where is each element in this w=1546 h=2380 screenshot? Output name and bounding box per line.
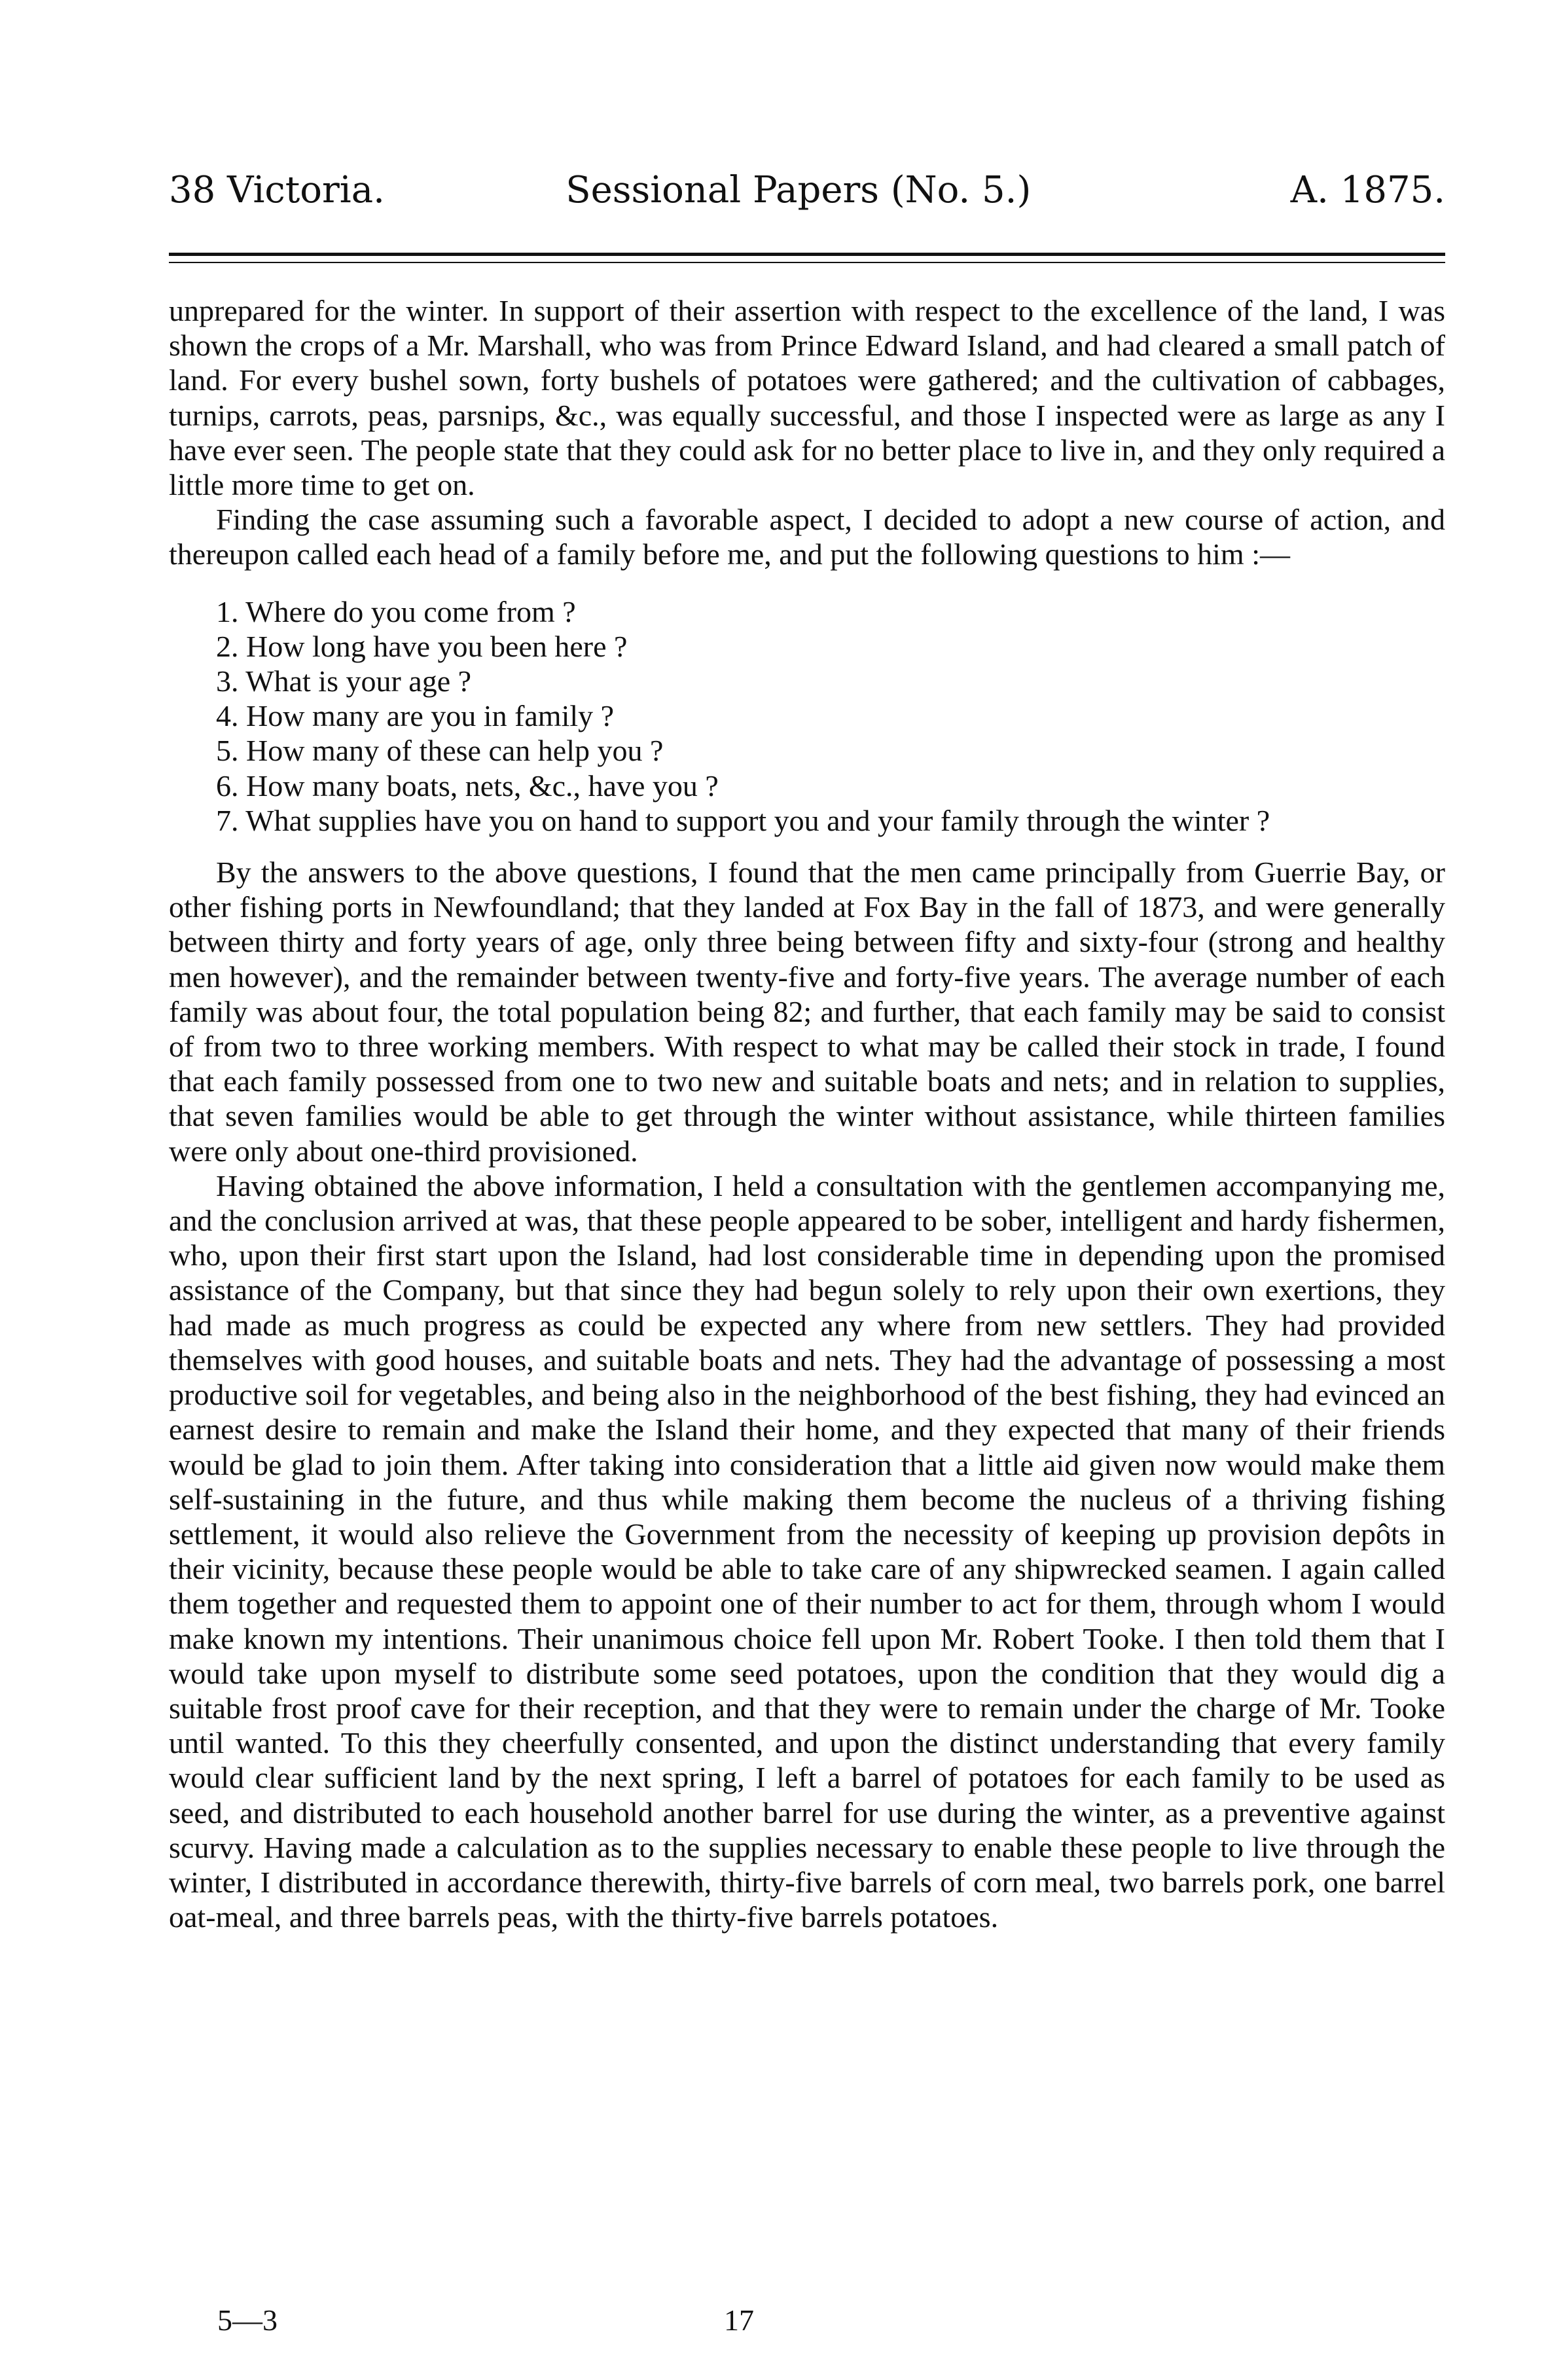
question-item: 4. How many are you in family ? (216, 699, 615, 733)
running-header (169, 169, 1445, 221)
header-volume: 38 Victoria. (169, 169, 385, 211)
document-body (169, 293, 1445, 1934)
paragraph-1: unprepared for the winter. In support of their assertion with respect to the excellence of the land, I was shown the crops of a Mr. Marshall, who was from Prince Edward Island, and had cleared a small patch of land. For every bushel sown, forty bushels of potatoes were gathered; and the cultivation of cabbages, turnips, carrots, peas, parsnips, &c., was equally successful, and those I inspected were as large as any I have ever seen. The people state that they could ask for no better place to live in, and they only required a little more time to get on. (169, 294, 1445, 502)
question-list (169, 594, 1445, 838)
question-item: 6. How many boats, nets, &c., have you ? (216, 768, 719, 802)
paragraph-4: Having obtained the above information, I held a consultation with the gentlemen accompanying me, and the conclusion arrived at was, that these people appeared to be sober, intelligent and hardy fishermen, who, upon their first start upon the Island, had lost considerable time in depending upon the promised assistance of the Company, but that since they had begun solely to rely upon their own exertions, they had made as much progress as could be expected any where from new settlers. They had provided themselves with good houses, and suitable boats and nets. They had the advantage of possessing a most productive soil for vegetables, and being also in the neighborhood of the best fishing, they had evinced an earnest desire to remain and make the Island their home, and they expected that many of their friends would be glad to join them. After taking into consideration that a little aid given now would make them self-sustaining in the future, and thus while making them become the nucleus of a thriving fishing settlement, it would also relieve the Government from the necessity of keeping up provision depôts in their vicinity, because these people would be able to take care of any shipwrecked seamen. I again called them together and requested them to appoint one of their number to act for them, through whom I would make known my intentions. Their unanimous choice fell upon Mr. Robert Tooke. I then told them that I would take upon myself to distribute some seed potatoes, upon the condition that they would dig a suitable frost proof cave for their reception, and that they were to remain under the charge of Mr. Tooke until wanted. To this they cheerfully consented, and upon the distinct understanding that every family would clear sufficient land by the next spring, I left a barrel of potatoes for each family to be used as seed, and distributed to each household another barrel for use during the winter, as a preventive against scurvy. Having made a calculation as to the supplies necessary to enable these people to live through the winter, I distributed in accordance therewith, thirty-five barrels of corn meal, two barrels pork, one barrel oat-meal, and three barrels peas, with the thirty-five barrels potatoes. (169, 1168, 1445, 1934)
question-item: 7. What supplies have you on hand to support you and your family through the winter ? (216, 803, 1270, 837)
paragraph-2: Finding the case assuming such a favorable aspect, I decided to adopt a new course of action, and thereupon called each head of a family before me, and put the following questions to him :— (169, 503, 1445, 571)
header-year: A. 1875. (1290, 169, 1445, 211)
signature-mark: 5—3 (217, 2303, 278, 2337)
question-item: 1. Where do you come from ? (216, 594, 576, 628)
paragraph-3: By the answers to the above questions, I found that the men came principally from Guerrie Bay, or other fishing ports in Newfoundland; that they landed at Fox Bay in the fall of 1873, and were generally between thirty and forty years of age, only three being between fifty and sixty-four (strong and healthy men however), and the remainder between twenty-five and forty-five years. The average number of each family was about four, the total population being 82; and further, that each family may be said to consist of from two to three working members. With respect to what may be called their stock in trade, I found that each family possessed from one to two new and suitable boats and nets; and in relation to supplies, that seven families would be able to get through the winter without assistance, while thirteen families were only about one-third provisioned. (169, 856, 1445, 1168)
question-item: 5. How many of these can help you ? (216, 734, 664, 768)
header-title: Sessional Papers (No. 5.) (566, 169, 1032, 211)
question-item: 2. How long have you been here ? (216, 629, 628, 663)
header-rule-thick (169, 253, 1445, 256)
page-number: 17 (724, 2303, 754, 2337)
header-rule-thin (169, 262, 1445, 263)
question-item: 3. What is your age ? (216, 664, 472, 698)
